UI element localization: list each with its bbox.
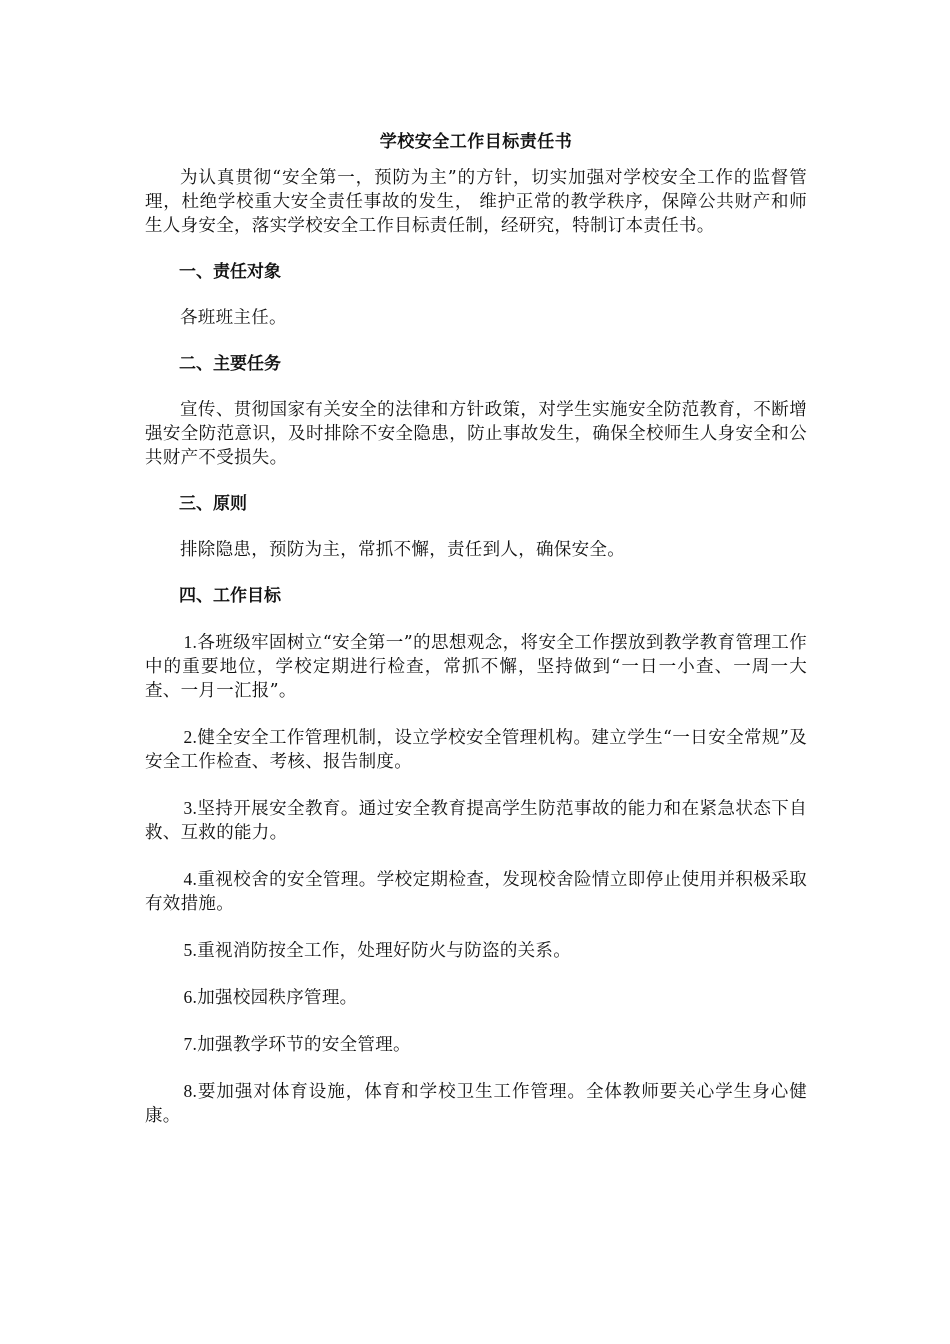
document-page bbox=[145, 118, 807, 1150]
goal-item bbox=[145, 1032, 807, 1057]
section-heading-main-tasks: 二、主要任务 bbox=[179, 354, 281, 374]
goal-text: 坚持开展安全教育。通过安全教育提高学生防范事故的能力和在紧急状态下自救、互救的能力。 bbox=[145, 799, 807, 843]
goal-number: 1. bbox=[183, 632, 198, 652]
goal-item bbox=[145, 985, 807, 1010]
goal-item bbox=[145, 725, 807, 774]
section-body-main-tasks: 宣传、贯彻国家有关安全的法律和方针政策，对学生实施安全防范教育，不断增强安全防范意识，及时排除不安全隐患，防止事故发生，确保全校师生人身安全和公共财产不受损失。 bbox=[145, 400, 807, 468]
goal-number: 2. bbox=[183, 727, 198, 747]
goal-number: 3. bbox=[183, 798, 198, 818]
goal-number: 8. bbox=[183, 1081, 198, 1101]
goal-text: 健全安全工作管理机制，设立学校安全管理机构。建立学生“一日安全常规”及安全工作检查、考核、报告制度。 bbox=[145, 728, 807, 772]
document-title: 学校安全工作目标责任书 bbox=[379, 132, 573, 152]
section-body-responsible-party: 各班班主任。 bbox=[180, 308, 287, 328]
goal-text: 各班级牢固树立“安全第一”的思想观念，将安全工作摆放到教学教育管理工作中的重要地位，学校定期进行检查，常抓不懈，坚持做到“一日一小查、一周一大查、一月一汇报”。 bbox=[145, 633, 807, 701]
goal-text: 要加强对体育设施，体育和学校卫生工作管理。全体教师要关心学生身心健康。 bbox=[145, 1082, 807, 1126]
goal-text: 加强校园秩序管理。 bbox=[197, 988, 358, 1008]
section-heading-work-goals: 四、工作目标 bbox=[179, 586, 281, 606]
goal-item bbox=[145, 938, 807, 963]
goal-item bbox=[145, 630, 807, 703]
goal-item bbox=[145, 796, 807, 845]
goal-number: 4. bbox=[183, 869, 198, 889]
intro-paragraph: 为认真贯彻“安全第一，预防为主”的方针，切实加强对学校安全工作的监督管理，杜绝学校重大安全责任事故的发生， 维护正常的教学秩序，保障公共财产和师生人身安全，落实学校安全工作目标责任制，经研究，特制订本责任书。 bbox=[145, 168, 807, 236]
goal-number: 5. bbox=[183, 940, 198, 960]
section-body-principles: 排除隐患，预防为主，常抓不懈，责任到人，确保安全。 bbox=[180, 540, 625, 560]
section-heading-principles: 三、原则 bbox=[179, 494, 247, 514]
goal-text: 重视消防按全工作，处理好防火与防盗的关系。 bbox=[197, 941, 572, 961]
goal-item bbox=[145, 1079, 807, 1128]
goal-text: 重视校舍的安全管理。学校定期检查，发现校舍险情立即停止使用并积极采取有效措施。 bbox=[145, 870, 807, 914]
section-heading-responsible-party: 一、责任对象 bbox=[179, 262, 281, 282]
goal-number: 7. bbox=[183, 1034, 198, 1054]
goal-item bbox=[145, 867, 807, 916]
goal-text: 加强教学环节的安全管理。 bbox=[197, 1035, 411, 1055]
goal-number: 6. bbox=[183, 987, 198, 1007]
